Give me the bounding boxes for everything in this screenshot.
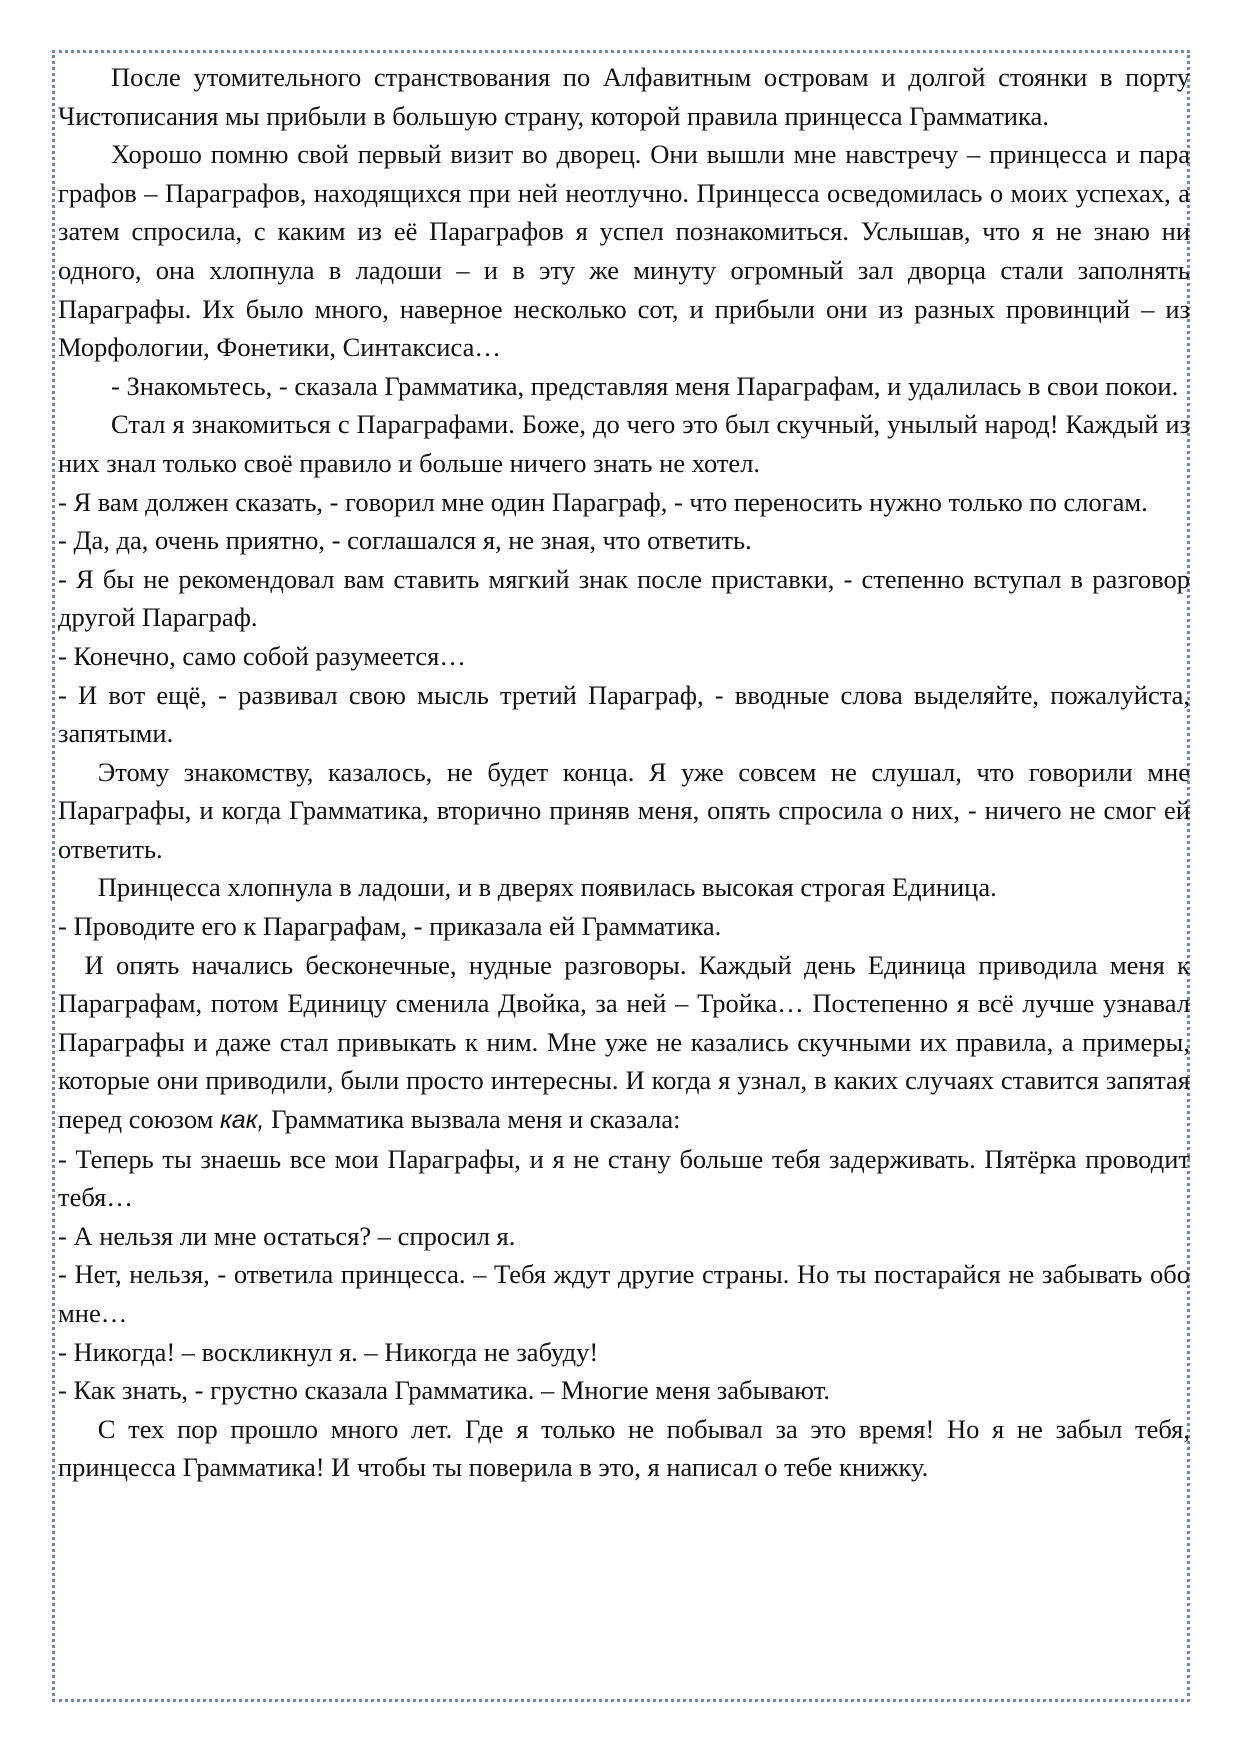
paragraph [58,868,1190,907]
paragraph-text: - Я бы не рекомендовал вам ставить мягкий знак после приставки, - степенно вступал в разговор другой Параграф. [58,563,1190,633]
paragraph [58,676,1190,753]
paragraph-text: С тех пор прошло много лет. Где я только не побывал за это время! Но я не забыл тебя, принцесса Грамматика! И чтобы ты поверила в это, я написал о тебе книжку. [58,1413,1190,1483]
paragraph-text: И опять начались бесконечные, нудные разговоры. Каждый день Единица приводила меня к Параграфам, потом Единицу сменила Двойка, за ней – Тройка… Постепенно я всё лучше узнавал Параграфы и даже стал привыкать к ним. Мне уже не казались скучными их правила, а примеры, которые они приводили, были просто интересны. И когда я узнал, в каких случаях ставится запятая перед союзом [58,949,1190,1135]
paragraph-text: - Никогда! – воскликнул я. – Никогда не забуду! [58,1336,599,1367]
paragraph [58,367,1190,406]
paragraph-text: - Я вам должен сказать, - говорил мне один Параграф, - что переносить нужно только по слогам. [58,486,1148,517]
paragraph [58,907,1190,946]
paragraph [58,1371,1190,1410]
paragraph-text: - И вот ещё, - развивал свою мысль третий Параграф, - вводные слова выделяйте, пожалуйста, запятыми. [58,679,1190,749]
paragraph [58,1140,1190,1217]
paragraph [58,405,1190,482]
paragraph [58,135,1190,367]
paragraph-text: Хорошо помню свой первый визит во дворец. Они вышли мне навстречу – принцесса и пара графов – Параграфов, находящихся при ней неотлучно. Принцесса осведомилась о моих успехах, а затем спросила, с каким из её Параграфов я успел познакомиться. Услышав, что я не знаю ни одного, она хлопнула в ладоши – и в эту же минуту огромный зал дворца стали заполнять Параграфы. Их было много, наверное несколько сот, и прибыли они из разных провинций – из Морфологии, Фонетики, Синтаксиса… [58,139,1190,363]
paragraph-text: - А нельзя ли мне остаться? – спросил я. [58,1220,516,1251]
paragraph [58,753,1190,869]
paragraph-text: Стал я знакомиться с Параграфами. Боже, до чего это был скучный, унылый народ! Каждый из них знал только своё правило и больше ничего знать не хотел. [58,409,1190,478]
paragraph-text-tail: Грамматика вызвала меня и сказала: [264,1104,681,1135]
paragraph-text: Принцесса хлопнула в ладоши, и в дверях появилась высокая строгая Единица. [97,872,997,903]
paragraph-text: - Да, да, очень приятно, - соглашался я, не зная, что ответить. [58,525,752,556]
paragraph [58,58,1190,135]
paragraph-text: - Конечно, само собой разумеется… [58,640,466,671]
paragraph [58,521,1190,560]
paragraph [58,560,1190,637]
paragraph [58,1410,1190,1487]
paragraph [58,946,1190,1140]
paragraph [58,1333,1190,1372]
paragraph-text: - Знакомьтесь, - сказала Грамматика, представляя меня Параграфам, и удалилась в свои покои. [111,370,1179,401]
paragraph [58,1255,1190,1332]
paragraph [58,637,1190,676]
paragraph [58,483,1190,522]
paragraph-text: - Нет, нельзя, - ответила принцесса. – Тебя ждут другие страны. Но ты постарайся не забывать обо мне… [58,1259,1190,1328]
story-text [58,58,1190,1487]
paragraph-text: Этому знакомству, казалось, не будет конца. Я уже совсем не слушал, что говорили мне Параграфы, и когда Грамматика, вторично приняв меня, опять спросила о них, - ничего не смог ей ответить. [58,756,1190,864]
paragraph-text: - Проводите его к Параграфам, - приказала ей Грамматика. [58,911,722,942]
paragraph [58,1217,1190,1256]
emphasized-word: как, [219,1106,265,1135]
paragraph-text: - Как знать, - грустно сказала Грамматика. – Многие меня забывают. [58,1375,830,1406]
paragraph-text: После утомительного странствования по Алфавитным островам и долгой стоянки в порту Чистописания мы прибыли в большую страну, которой правила принцесса Грамматика. [58,62,1190,131]
paragraph-text: - Теперь ты знаешь все мои Параграфы, и я не стану больше тебя задерживать. Пятёрка проводит тебя… [58,1143,1190,1213]
